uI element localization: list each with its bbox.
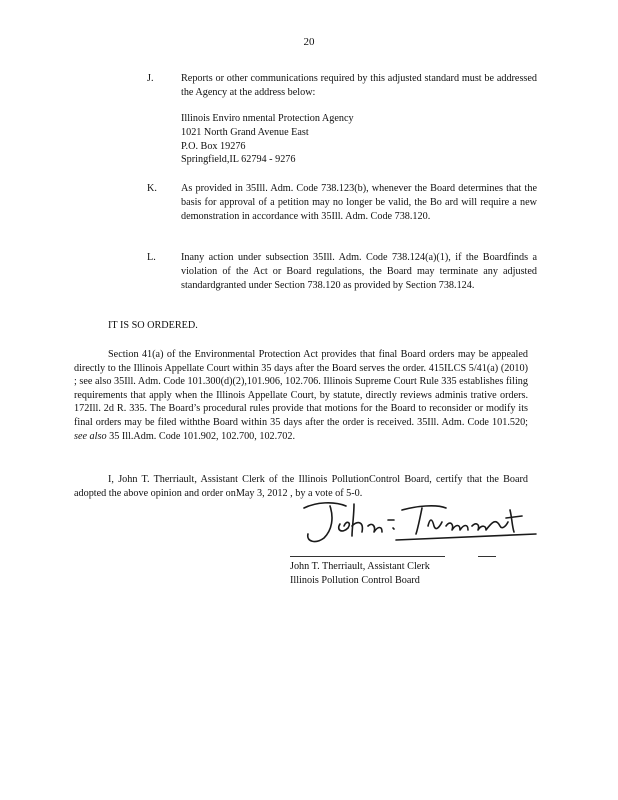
- page-number: 20: [303, 36, 315, 48]
- item-letter: J.: [147, 73, 154, 84]
- address-line: Illinois Enviro nmental Protection Agency: [181, 113, 354, 124]
- signer-board: Illinois Pollution Control Board: [290, 574, 420, 586]
- item-text: Inany action under subsection 35Ill. Adm. Code 738.124(a)(1), if the Boardfinds a violation of the Act or Board regulations, the Board may terminate any adjusted standardgranted under Section 738.120 as provided by Section 738.124.: [181, 252, 537, 291]
- so-ordered: IT IS SO ORDERED.: [108, 320, 198, 331]
- signature-line-short: [478, 556, 496, 557]
- signer-name: John T. Therriault, Assistant Clerk: [290, 561, 430, 572]
- agency-address: [181, 112, 354, 167]
- certification-text: I, John T. Therriault, Assistant Clerk of the Illinois PollutionControl Board, certify that the Board adopted the above opinion and order onMay 3, 2012 , by a vote of 5-0.: [74, 474, 528, 499]
- handwritten-signature: [296, 496, 546, 548]
- signer-block: [290, 560, 430, 587]
- signature-line: [290, 556, 445, 557]
- address-line: 1021 North Grand Avenue East: [181, 126, 309, 138]
- item-letter: K.: [147, 183, 157, 194]
- address-line: Springfield,IL 62794 - 9276: [181, 154, 296, 166]
- appeal-text: Section 41(a) of the Environmental Protection Act provides that final Board orders may be appealed directly to the Illinois Appellate Court within 35 days after the Board serves the order. 415ILCS 5/41(a) (2010) ; see also 35Ill. Adm. Code 101.300(d)(2),101.906, 102.706. Illinois Supreme Court Rule 335 establishes filing requirements that apply when the Illinois Appellate Court, by statute, directly reviews adminis trative orders. 172Ill. 2d R. 335. The Board’s procedural rules provide that motions for the Board to reconsider or modify its final orders may be filed withthe Board within 35 days after the order is received. 35Ill. Adm. Code 101.520;: [74, 349, 528, 428]
- appeal-text-end: 35 Ill.Adm. Code 101.902, 102.700, 102.702.: [109, 430, 296, 442]
- item-text: Reports or other communications required by this adjusted standard must be addressed the Agency at the address below:: [181, 73, 537, 98]
- appeal-paragraph: [74, 348, 528, 443]
- address-line: P.O. Box 19276: [181, 140, 246, 152]
- see-also: see also: [74, 430, 107, 442]
- item-text: As provided in 35Ill. Adm. Code 738.123(b), whenever the Board determines that the basis for approval of a petition may no longer be valid, the Bo ard will require a new demonstration in accordance with 35Ill. Adm. Code 738.120.: [181, 183, 537, 222]
- item-letter: L.: [147, 252, 156, 263]
